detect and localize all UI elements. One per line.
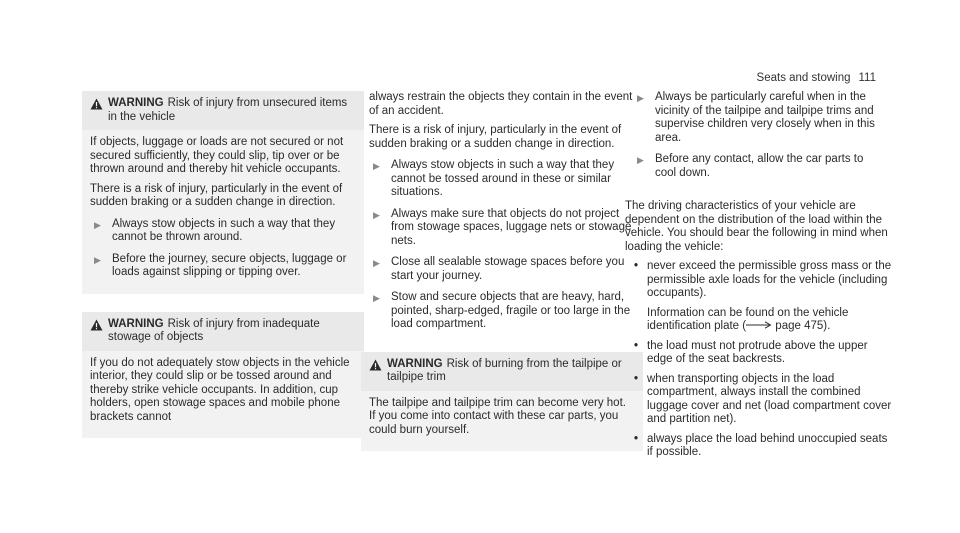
warning-label: WARNING	[108, 317, 164, 330]
bullet-icon: •	[633, 372, 639, 385]
instruction-step: ▶ Before the journey, secure objects, luggage or loads against slipping or tipping over.	[90, 253, 356, 280]
cross-reference: Information can be found on the vehicle identification plate ( page 475).	[647, 306, 849, 332]
step-arrow-icon: ▶	[373, 293, 380, 303]
bullet-icon: •	[633, 260, 639, 272]
step-arrow-icon: ▶	[373, 209, 380, 220]
warning-box-tailpipe	[361, 352, 643, 452]
page-number: 111	[858, 72, 876, 84]
paragraph: always restrain the objects they contain in the event of an accident.	[369, 91, 633, 117]
paragraph: If you do not adequately stow objects in the vehicle interior, they could slip or be tossed around and thereby strike vehicle occupants. In addition, cup holders, open stowage spaces and mobile phone brackets cannot	[90, 356, 350, 423]
warning-title: Risk of injury from unsecured items in the vehicle	[108, 97, 348, 123]
instruction-step: ▶ Always be particularly careful when in the vicinity of the tailpipe and tailpipe trims and supervise children very closely when in this area.	[633, 91, 885, 145]
warning-label: WARNING	[108, 97, 164, 109]
warning-triangle-icon	[90, 318, 108, 345]
page-reference-link[interactable]: page 475	[775, 320, 824, 332]
arrow-right-icon	[746, 320, 772, 332]
list-item: • always place the load behind unoccupied seats if possible.	[625, 433, 893, 460]
warning-title: Risk of burning from the tailpipe or tailpipe trim	[387, 357, 622, 383]
warning-triangle-icon	[369, 358, 387, 385]
warning-box-inadequate-stowage	[82, 312, 364, 439]
step-arrow-icon: ▶	[373, 258, 380, 268]
step-arrow-icon: ▶	[637, 93, 644, 103]
step-arrow-icon: ▶	[94, 254, 101, 265]
bullet-icon: •	[633, 432, 639, 445]
paragraph: The tailpipe and tailpipe trim can become very hot. If you come into contact with these car parts, you could burn yourself.	[369, 396, 626, 436]
warning-heading	[108, 97, 356, 124]
step-arrow-icon: ▶	[637, 155, 644, 165]
instruction-step: ▶ Always stow objects in such a way that they cannot be tossed around in these or similar situations.	[369, 159, 635, 200]
list-item: • never exceed the permissible gross mass or the permissible axle loads for the vehicle (including occupants).	[625, 260, 893, 301]
list-item: • the load must not protrude above the upper edge of the seat backrests.	[625, 340, 893, 367]
warning-label: WARNING	[387, 357, 443, 370]
warning-continuation	[625, 91, 893, 180]
section-title: Seats and stowing	[756, 72, 851, 84]
step-arrow-icon: ▶	[373, 161, 380, 171]
column-1	[82, 91, 364, 438]
warning-triangle-icon	[90, 97, 108, 124]
paragraph: There is a risk of injury, particularly in the event of sudden braking or a sudden change in direction.	[90, 182, 343, 208]
column-2	[361, 91, 643, 451]
instruction-step: ▶ Always make sure that objects do not project from stowage spaces, luggage nets or stowage nets.	[369, 208, 635, 249]
paragraph: The driving characteristics of your vehicle are dependent on the distribution of the load within the vehicle. You should bear the following in mind when loading the vehicle:	[625, 200, 888, 253]
warning-box-unsecured-items	[82, 91, 364, 294]
list-item: • when transporting objects in the load compartment, always install the combined luggage cover and net (load compartment cover and partition net).	[625, 373, 893, 427]
instruction-step: ▶ Before any contact, allow the car parts to cool down.	[633, 153, 885, 180]
warning-continuation	[361, 91, 643, 332]
warning-title: Risk of injury from inadequate stowage of objects	[108, 317, 320, 343]
instruction-step: ▶ Stow and secure objects that are heavy, hard, pointed, sharp-edged, fragile or too large in the load compartment.	[369, 291, 635, 332]
paragraph: There is a risk of injury, particularly in the event of sudden braking or a sudden change in direction.	[369, 124, 622, 150]
step-arrow-icon: ▶	[94, 219, 101, 230]
bullet-icon: •	[633, 339, 639, 352]
instruction-step: ▶ Always stow objects in such a way that they cannot be thrown around.	[90, 218, 356, 245]
instruction-step: ▶ Close all sealable stowage spaces before you start your journey.	[369, 256, 635, 283]
warning-heading	[108, 318, 356, 345]
paragraph: If objects, luggage or loads are not secured or not secured sufficiently, they could slip, tip over or be thrown around and thereby hit vehicle occupants.	[90, 136, 344, 175]
loading-section	[625, 200, 893, 460]
column-3	[625, 91, 893, 466]
page-header	[757, 72, 876, 86]
warning-heading	[387, 358, 635, 385]
